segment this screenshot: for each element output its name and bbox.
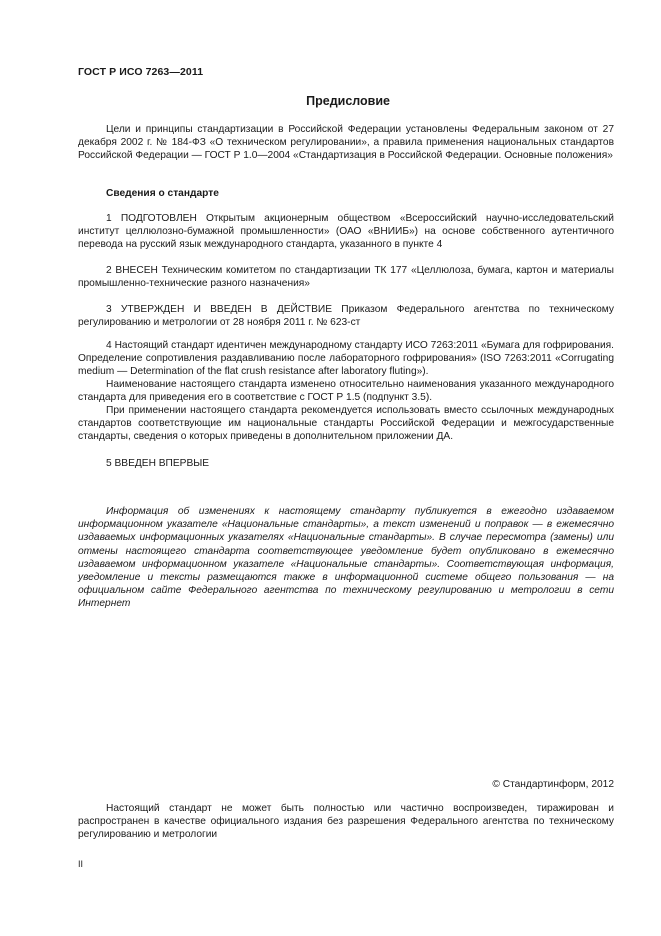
item-3-paragraph: 3 УТВЕРЖДЕН И ВВЕДЕН В ДЕЙСТВИЕ Приказом Федерального агентства по техническому регулированию и метрологии от 28 ноября 2011 г. № 623-ст [78, 304, 614, 329]
about-standard-heading: Сведения о стандарте [106, 188, 219, 199]
item-1-paragraph: 1 ПОДГОТОВЛЕН Открытым акционерным обществом «Всероссийский научно-исследовательский институт целлюлозно-бумажной промышленности» (ОАО «ВНИИБ») на основе собственного аутентичного перевода на русский язык международного стандарта, указанного в пункте 4 [78, 213, 614, 251]
reproduction-notice: Настоящий стандарт не может быть полностью или частично воспроизведен, тиражирован и распространен в качестве официального издания без разрешения Федерального агентства по техническому регулированию и метрологии [78, 803, 614, 841]
item-5-paragraph: 5 ВВЕДЕН ВПЕРВЫЕ [106, 458, 210, 469]
item-4-name-note: Наименование настоящего стандарта изменено относительно наименования указанного международного стандарта для приведения его в соответствие с ГОСТ Р 1.5 (подпункт 3.5). [78, 379, 614, 404]
item-2-paragraph: 2 ВНЕСЕН Техническим комитетом по стандартизации ТК 177 «Целлюлоза, бумага, картон и материалы промышленно-технические разного назначения» [78, 265, 614, 290]
page-title-text: Предисловие [306, 94, 390, 108]
standard-id-header: ГОСТ Р ИСО 7263—2011 [78, 66, 204, 78]
item-4-references-note: При применении настоящего стандарта рекомендуется использовать вместо ссылочных международных стандартов соответствующие им национальные стандарты Российской Федерации и межгосударственные стандарты, сведения о которых приведены в дополнительном приложении ДА. [78, 405, 614, 443]
page-title [78, 94, 583, 108]
information-notice: Информация об изменениях к настоящему стандарту публикуется в ежегодно издаваемом информационном указателе «Национальные стандарты», а текст изменений и поправок — в ежемесячно издаваемых информационных указателях «Национальные стандарты». В случае пересмотра (замены) или отмены настоящего стандарта соответствующее уведомление будет опубликовано в ежемесячно издаваемом информационном указателе «Национальные стандарты». Соответствующая информация, уведомление и тексты размещаются также в информационной системе общего пользования — на официальном сайте Федерального агентства по техническому регулированию и метрологии в сети Интернет [78, 506, 614, 610]
item-4-paragraph: 4 Настоящий стандарт идентичен международному стандарту ИСО 7263:2011 «Бумага для гофрирования. Определение сопротивления раздавливанию после лабораторного гофрирования» (ISO 7263:2011 «Corrugating medium — Determination of the flat crush resistance after laboratory fluting»). [78, 340, 614, 378]
copyright-line: © Стандартинформ, 2012 [492, 779, 614, 790]
intro-paragraph: Цели и принципы стандартизации в Российской Федерации установлены Федеральным законом от 27 декабря 2002 г. № 184-ФЗ «О техническом регулировании», а правила применения национальных стандартов Российской Федерации — ГОСТ Р 1.0—2004 «Стандартизация в Российской Федерации. Основные положения» [78, 124, 614, 162]
page-number: II [78, 859, 84, 869]
